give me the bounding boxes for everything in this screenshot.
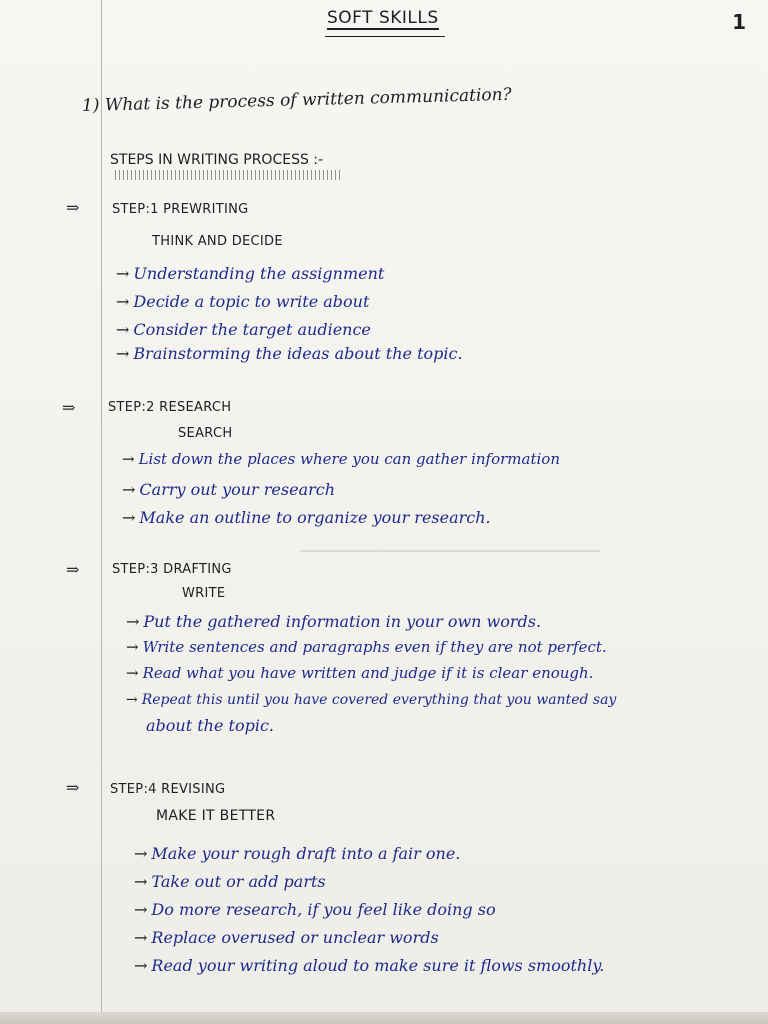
arrow-icon: → xyxy=(122,450,135,468)
list-item-text: Consider the target audience xyxy=(133,320,371,339)
list-item xyxy=(126,692,616,708)
list-item xyxy=(134,872,326,891)
page-title: SOFT SKILLS xyxy=(327,8,439,28)
list-item xyxy=(134,844,460,863)
list-item xyxy=(126,612,541,631)
list-item-text: Write sentences and paragraphs even if they are not perfect. xyxy=(142,638,607,656)
steps-heading: STEPS IN WRITING PROCESS :- xyxy=(110,152,324,168)
step-subheading: WRITE xyxy=(182,586,226,601)
list-item-text: Make your rough draft into a fair one. xyxy=(151,844,461,863)
list-item-text: Make an outline to organize your research. xyxy=(139,508,491,527)
list-item-text: Understanding the assignment xyxy=(133,264,385,283)
list-item xyxy=(134,928,439,947)
arrow-icon: → xyxy=(134,900,148,919)
list-item-text: List down the places where you can gather information xyxy=(138,450,560,468)
list-item-text: Read what you have written and judge if it is clear enough. xyxy=(142,664,594,682)
step-heading: STEP:3 DRAFTING xyxy=(112,562,232,577)
margin-arrow-icon: ⇒ xyxy=(62,398,73,417)
step-heading: STEP:4 REVISING xyxy=(110,782,226,797)
arrow-icon: → xyxy=(126,638,139,656)
page-number: 1 xyxy=(732,10,746,34)
list-item-text: Put the gathered information in your own words. xyxy=(143,612,542,631)
arrow-icon: → xyxy=(126,692,138,708)
margin-arrow-icon: ⇒ xyxy=(66,560,77,579)
arrow-icon: → xyxy=(116,292,130,311)
step-heading: STEP:2 RESEARCH xyxy=(108,400,232,415)
list-item-text: Replace overused or unclear words xyxy=(151,928,439,947)
list-item xyxy=(116,344,463,363)
page-bottom-edge xyxy=(0,1012,768,1024)
arrow-icon: → xyxy=(134,928,148,947)
arrow-icon: → xyxy=(134,844,148,863)
arrow-icon: → xyxy=(134,872,148,891)
margin-arrow-icon: ⇒ xyxy=(66,778,77,797)
margin-line xyxy=(101,0,102,1024)
list-item-text: Take out or add parts xyxy=(151,872,326,891)
step-subheading: SEARCH xyxy=(178,426,233,441)
list-item xyxy=(116,264,384,283)
title-underline xyxy=(325,36,445,37)
list-item xyxy=(122,480,335,499)
step-subheading: THINK AND DECIDE xyxy=(152,234,283,249)
list-item-text: Decide a topic to write about xyxy=(133,292,370,311)
arrow-icon: → xyxy=(126,612,140,631)
list-item-text: Repeat this until you have covered everything that you wanted say xyxy=(141,692,617,708)
list-item xyxy=(122,450,560,468)
bleed-through xyxy=(300,550,600,552)
list-item-text: Carry out your research xyxy=(139,480,336,499)
arrow-icon: → xyxy=(122,508,136,527)
margin-arrow-icon: ⇒ xyxy=(66,198,77,217)
list-item xyxy=(126,638,607,656)
arrow-icon: → xyxy=(126,664,139,682)
list-item xyxy=(122,508,491,527)
list-item xyxy=(134,900,496,919)
step-subheading: MAKE IT BETTER xyxy=(156,808,276,824)
list-item-text: Read your writing aloud to make sure it flows smoothly. xyxy=(151,956,605,975)
list-item xyxy=(116,320,371,339)
list-item xyxy=(134,956,604,975)
list-item-text: Do more research, if you feel like doing so xyxy=(151,900,496,919)
arrow-icon: → xyxy=(122,480,136,499)
arrow-icon: → xyxy=(116,344,130,363)
arrow-icon: → xyxy=(134,956,148,975)
list-item-continuation: about the topic. xyxy=(146,716,274,735)
list-item xyxy=(116,292,369,311)
list-item xyxy=(126,664,593,682)
question-text: 1) What is the process of written communication? xyxy=(81,84,512,116)
squiggle-underline xyxy=(112,170,342,180)
list-item-text: Brainstorming the ideas about the topic. xyxy=(133,344,463,363)
arrow-icon: → xyxy=(116,264,130,283)
step-heading: STEP:1 PREWRITING xyxy=(112,202,249,217)
arrow-icon: → xyxy=(116,320,130,339)
